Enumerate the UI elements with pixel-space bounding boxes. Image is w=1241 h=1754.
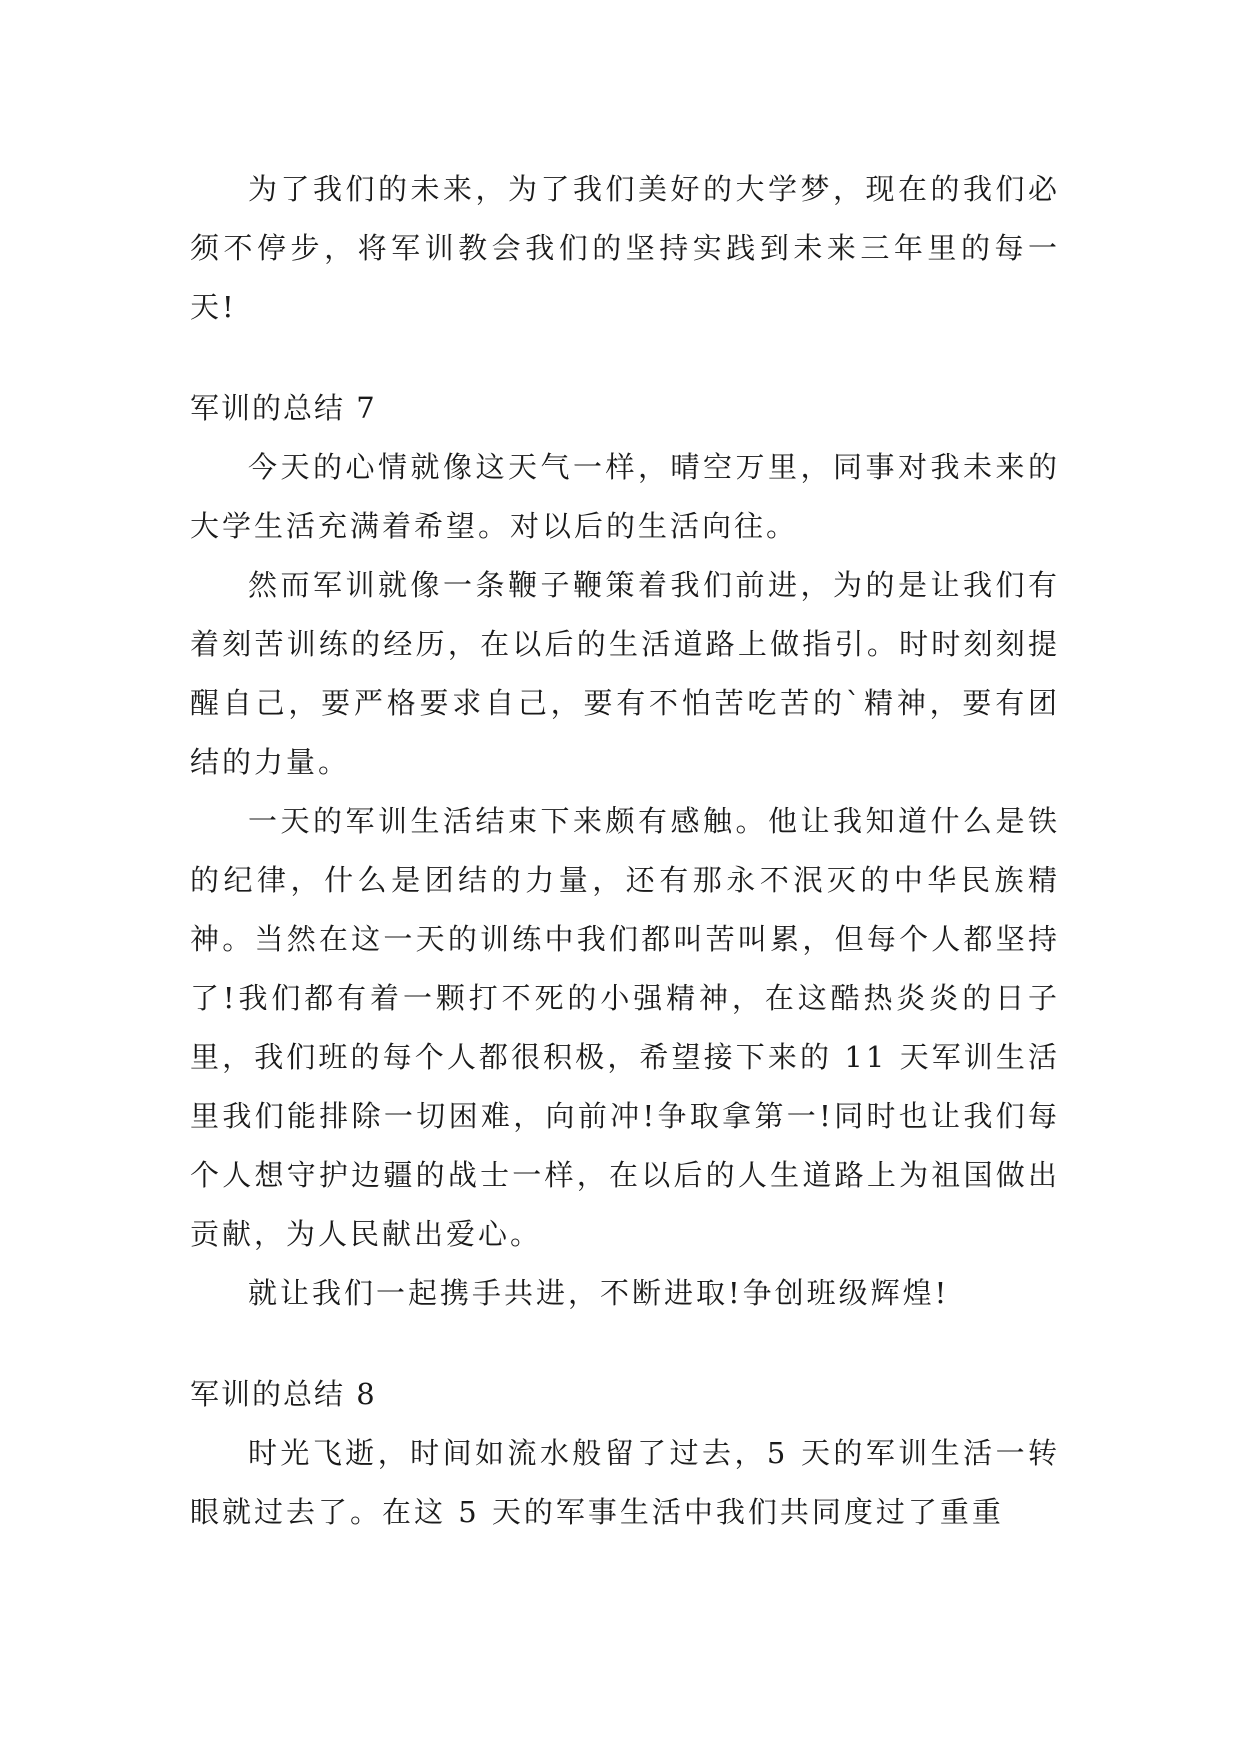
section-7-paragraph-4: 就让我们一起携手共进，不断进取!争创班级辉煌! — [248, 1276, 950, 1310]
section-gap — [190, 1323, 1060, 1365]
intro-paragraph: 为了我们的未来，为了我们美好的大学梦，现在的我们必须不停步，将军训教会我们的坚持实践到未来三年里的每一天! — [190, 172, 1060, 324]
section-8-heading: 军训的总结 8 — [190, 1377, 377, 1411]
section-8-paragraph-1: 时光飞逝，时间如流水般留了过去，5 天的军训生活一转眼就过去了。在这 5 天的军事生活中我们共同度过了重重 — [190, 1436, 1060, 1529]
section-7-paragraph-1: 今天的心情就像这天气一样，晴空万里，同事对我未来的大学生活充满着希望。对以后的生活向往。 — [190, 450, 1060, 543]
section-7-paragraph-2: 然而军训就像一条鞭子鞭策着我们前进，为的是让我们有着刻苦训练的经历，在以后的生活道路上做指引。时时刻刻提醒自己，要严格要求自己，要有不怕苦吃苦的`精神，要有团结的力量。 — [190, 568, 1060, 779]
section-7-paragraph-3: 一天的军训生活结束下来颇有感触。他让我知道什么是铁的纪律，什么是团结的力量，还有那永不泯灭的中华民族精神。当然在这一天的训练中我们都叫苦叫累，但每个人都坚持了!我们都有着一颗打不死的小强精神，在这酷热炎炎的日子里，我们班的每个人都很积极，希望接下来的 11 天军训生活里我们能排除一切困难，向前冲!争取拿第一!同时也让我们每个人想守护边疆的战士一样，在以后的人生道路上为祖国做出贡献，为人民献出爱心。 — [190, 804, 1060, 1251]
document-body — [190, 160, 1060, 1542]
section-gap — [190, 337, 1060, 379]
section-7-heading: 军训的总结 7 — [190, 391, 377, 425]
